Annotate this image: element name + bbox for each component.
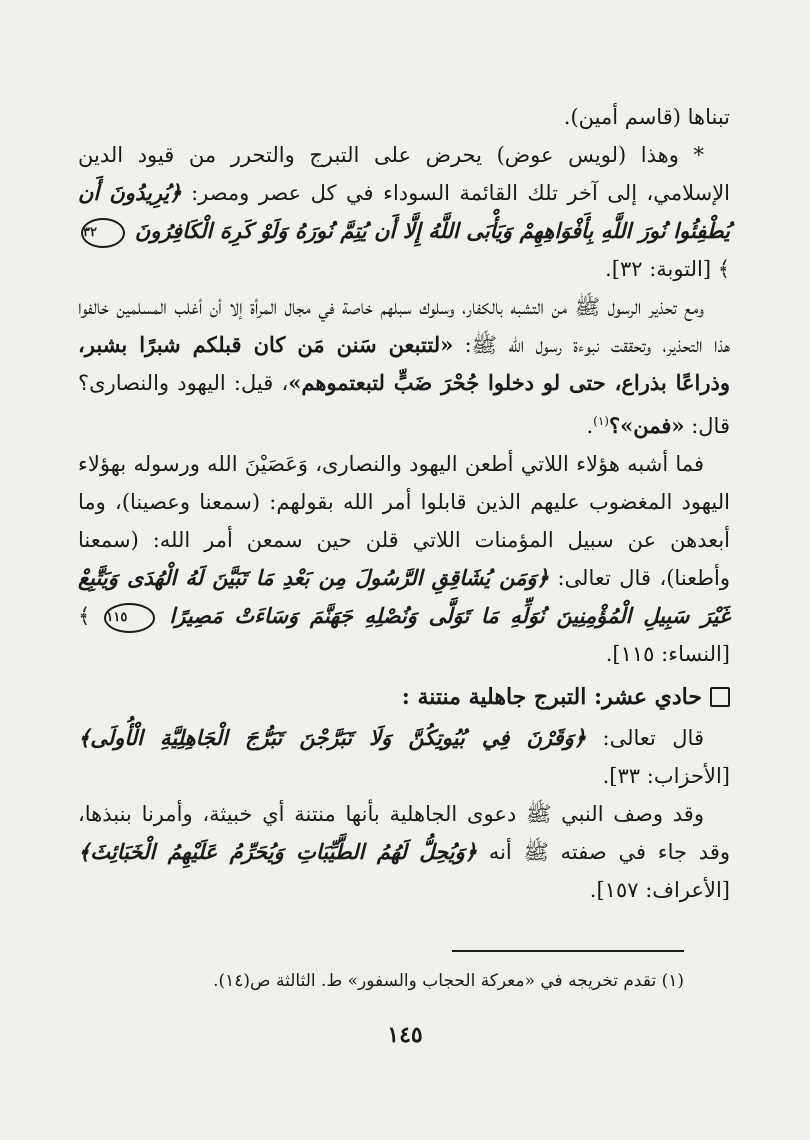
section-heading [78, 677, 730, 717]
footnote: (١) تقدم تخريجه في «معركة الحجاب والسفور» ط. الثالثة ص(١٤). [213, 971, 684, 991]
text-line: تبناها (قاسم أمين). [563, 105, 730, 129]
paragraph-warning: ومع تحذير الرسول ﷺ من التشبه بالكفار، وسلوك سبلهم خاصة في مجال المرأة إلا أن أغلب المسلمين خالفوا هذا التحذير، وتحققت نبوءة رسول الله ﷺ: «لتتبعن سَنن مَن كان قبلكم شبرًا بشبر، وذراعًا بذراع، حتى لو دخلوا جُحْرَ ضَبٍّ لتبعتموهم»، قيل: اليهود والنصارى؟ قال: «فمن»؟$^{(١)}$. [78, 295, 731, 438]
quran-verse: ﴿وَقَرْنَ فِي بُيُوتِكُنَّ وَلَا تَبَرَّجْنَ تَبَرُّجَ الْجَاهِلِيَّةِ الْأُولَى﴾ [78, 725, 587, 750]
ayah-number-icon: ٣٢ [81, 218, 125, 248]
text-line: ، قيل: اليهود والنصارى؟ قال: [78, 371, 730, 438]
paragraph-louis-awad [78, 136, 730, 288]
text-line: * وهذا (لويس عوض) يحرض على التبرج والتحرر من قيود الدين الإسلامي، إلى آخر تلك القائمة السوداء في كل عصر ومصر: [78, 143, 731, 205]
ayah-number-icon: ١١٥ [104, 603, 155, 633]
page-body [78, 98, 730, 909]
text-line: ومع تحذير الرسول ﷺ من التشبه بالكفار، وسلوك سبلهم خاصة في مجال المرأة إلا أن أغلب المسلمين خالفوا هذا التحذير، وتحققت نبوءة رسول الله ﷺ: [78, 295, 730, 357]
square-bullet-icon [710, 687, 730, 707]
hadith-quote: «فمن»؟ [608, 413, 685, 438]
page-number: ١٤٥ [387, 1022, 423, 1048]
hadith-quote: «لتتبعن سَنن مَن كان قبلكم شبرًا بشبر، وذراعًا بذراع، حتى لو دخلوا جُحْرَ ضَبٍّ لتبعتموهم» [78, 332, 731, 395]
verse-reference: [الأحزاب: ٣٣]. [602, 764, 730, 788]
quran-verse: ﴿يُرِيدُونَ أَن يُطْفِئُوا نُورَ اللَّهِ بِأَفْوَاهِهِمْ وَيَأْبَى اللَّهُ إِلَّا أَن يُتِمَّ نُورَهُ وَلَوْ كَرِهَ الْكَافِرُونَ [78, 180, 730, 243]
quran-verse: ﴿وَمَن يُشَاقِقِ الرَّسُولَ مِن بَعْدِ مَا تَبَيَّنَ لَهُ الْهُدَى وَيَتَّبِعْ غَيْرَ سَبِيلِ الْمُؤْمِنِينَ نُوَلِّهِ مَا تَوَلَّى وَنُصْلِهِ جَهَنَّمَ وَسَاءَتْ مَصِيرًا [78, 565, 730, 628]
footnote-divider [452, 950, 684, 952]
text-line: فما أشبه هؤلاء اللاتي أطعن اليهود والنصارى، وَعَصَيْنَ الله ورسوله بهؤلاء اليهود المغضوب عليهم الذين قابلوا أمر الله بقولهم: (سمعنا وعصينا)، وما أبعدهن عن سبيل المؤمنات اللاتي قلن حين سمعن أمر الله: (سمعنا وأطعنا)، قال تعالى: [78, 452, 730, 590]
paragraph-araf [78, 795, 730, 909]
verse-reference: [الأعراف: ١٥٧]. [589, 878, 730, 902]
paragraph-ahzab [78, 719, 730, 795]
verse-reference: ﴾ [النساء: ١١٥]. [78, 604, 730, 666]
heading-text: حادي عشر: التبرج جاهلية منتنة : [401, 684, 702, 710]
verse-reference: ﴾ [التوبة: ٣٢]. [605, 257, 730, 281]
paragraph-intro [78, 98, 730, 136]
quran-verse: ﴿وَيُحِلُّ لَهُمُ الطَّيِّبَاتِ وَيُحَرِّمُ عَلَيْهِمُ الْخَبَائِثَ﴾ [78, 839, 478, 864]
text-line: قال تعالى: [602, 726, 704, 750]
text-line: وقد وصف النبي ﷺ دعوى الجاهلية بأنها منتنة أي خبيثة، وأمرنا بنبذها، وقد جاء في صفته ﷺ أنه [78, 802, 731, 864]
footnote-marker: (١) [593, 414, 609, 428]
paragraph-comparison [78, 445, 730, 673]
